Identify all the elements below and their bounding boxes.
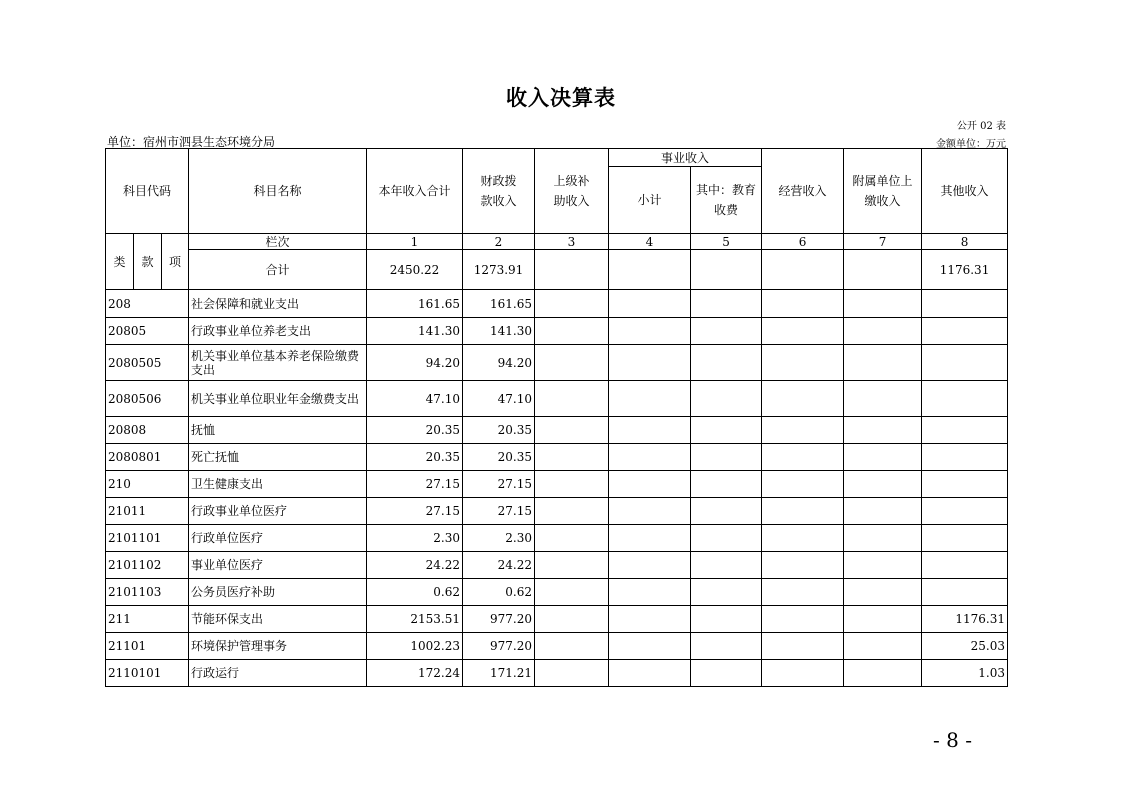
row-name: 抚恤 [189, 417, 367, 444]
row-edu [691, 660, 762, 687]
row-fiscal: 27.15 [463, 498, 535, 525]
row-subtotal [609, 606, 691, 633]
row-fiscal: 2.30 [463, 525, 535, 552]
row-affiliated [844, 606, 922, 633]
row-affiliated [844, 498, 922, 525]
row-subtotal [609, 318, 691, 345]
row-total: 24.22 [367, 552, 463, 579]
row-edu [691, 471, 762, 498]
header-lanci: 栏次 [189, 234, 367, 250]
row-name: 机关事业单位职业年金缴费支出 [189, 381, 367, 417]
row-affiliated [844, 660, 922, 687]
row-name: 社会保障和就业支出 [189, 290, 367, 318]
row-other [922, 525, 1008, 552]
table-body [106, 290, 1008, 687]
row-business [762, 633, 844, 660]
row-subtotal [609, 290, 691, 318]
row-other [922, 579, 1008, 606]
total-amount: 2450.22 [367, 250, 463, 290]
row-name: 卫生健康支出 [189, 471, 367, 498]
table-row [106, 606, 1008, 633]
row-fiscal: 47.10 [463, 381, 535, 417]
row-affiliated [844, 318, 922, 345]
row-business [762, 318, 844, 345]
row-business [762, 444, 844, 471]
table-row [106, 552, 1008, 579]
col-number-6: 6 [762, 234, 844, 250]
row-affiliated [844, 444, 922, 471]
total-label: 合计 [189, 250, 367, 290]
row-fiscal: 27.15 [463, 471, 535, 498]
header-fiscal-text: 财政拨款收入 [480, 174, 517, 208]
total-affiliated [844, 250, 922, 290]
row-other [922, 498, 1008, 525]
row-superior [535, 417, 609, 444]
page-title: 收入决算表 [506, 86, 616, 110]
header-kuan: 款 [134, 234, 162, 290]
row-other [922, 444, 1008, 471]
row-fiscal: 20.35 [463, 417, 535, 444]
header-superior-text: 上级补助收入 [553, 174, 590, 208]
table-row [106, 318, 1008, 345]
row-fiscal: 20.35 [463, 444, 535, 471]
row-business [762, 498, 844, 525]
row-name: 公务员医疗补助 [189, 579, 367, 606]
header-other: 其他收入 [922, 149, 1008, 234]
header-total: 本年收入合计 [367, 149, 463, 234]
total-fiscal: 1273.91 [463, 250, 535, 290]
row-superior [535, 660, 609, 687]
row-affiliated [844, 381, 922, 417]
col-number-5: 5 [691, 234, 762, 250]
row-business [762, 552, 844, 579]
row-edu [691, 417, 762, 444]
row-edu [691, 444, 762, 471]
row-business [762, 525, 844, 552]
row-fiscal: 0.62 [463, 579, 535, 606]
row-business [762, 345, 844, 381]
row-name: 行政事业单位养老支出 [189, 318, 367, 345]
row-fiscal: 24.22 [463, 552, 535, 579]
row-subtotal [609, 660, 691, 687]
row-affiliated [844, 345, 922, 381]
row-subtotal [609, 633, 691, 660]
row-superior [535, 290, 609, 318]
row-total: 172.24 [367, 660, 463, 687]
row-code: 210 [106, 471, 189, 498]
header-xiang: 项 [162, 234, 189, 290]
row-total: 1002.23 [367, 633, 463, 660]
row-other [922, 381, 1008, 417]
row-code: 20808 [106, 417, 189, 444]
row-name: 机关事业单位基本养老保险缴费支出 [189, 345, 367, 381]
row-total: 27.15 [367, 498, 463, 525]
row-code: 2101101 [106, 525, 189, 552]
row-business [762, 381, 844, 417]
header-name: 科目名称 [189, 149, 367, 234]
row-affiliated [844, 579, 922, 606]
row-edu [691, 552, 762, 579]
table-row [106, 471, 1008, 498]
row-total: 27.15 [367, 471, 463, 498]
row-subtotal [609, 552, 691, 579]
header-subtotal: 小计 [609, 167, 691, 234]
row-edu [691, 525, 762, 552]
row-code: 211 [106, 606, 189, 633]
row-edu [691, 345, 762, 381]
row-code: 2080801 [106, 444, 189, 471]
row-superior [535, 345, 609, 381]
row-name: 节能环保支出 [189, 606, 367, 633]
row-name: 死亡抚恤 [189, 444, 367, 471]
row-other [922, 417, 1008, 444]
row-subtotal [609, 417, 691, 444]
row-code: 2080506 [106, 381, 189, 417]
row-fiscal: 94.20 [463, 345, 535, 381]
row-affiliated [844, 290, 922, 318]
row-name: 环境保护管理事务 [189, 633, 367, 660]
row-other [922, 290, 1008, 318]
row-edu [691, 633, 762, 660]
row-superior [535, 381, 609, 417]
row-edu [691, 290, 762, 318]
row-code: 2110101 [106, 660, 189, 687]
row-edu [691, 606, 762, 633]
unit-label: 单位：宿州市泗县生态环境分局 [107, 135, 276, 149]
header-affiliated-text: 附属单位上缴收入 [852, 174, 913, 208]
row-edu [691, 318, 762, 345]
row-edu [691, 579, 762, 606]
row-subtotal [609, 471, 691, 498]
row-business [762, 579, 844, 606]
row-business [762, 606, 844, 633]
row-business [762, 417, 844, 444]
row-other: 1.03 [922, 660, 1008, 687]
row-code: 2101102 [106, 552, 189, 579]
row-code: 2101103 [106, 579, 189, 606]
row-other [922, 471, 1008, 498]
table-row [106, 417, 1008, 444]
table-row [106, 290, 1008, 318]
row-superior [535, 498, 609, 525]
table-row [106, 498, 1008, 525]
row-superior [535, 579, 609, 606]
row-fiscal: 171.21 [463, 660, 535, 687]
table-row [106, 633, 1008, 660]
table-row [106, 525, 1008, 552]
page-number: - 8 - [933, 728, 972, 752]
table-row [106, 345, 1008, 381]
row-subtotal [609, 444, 691, 471]
total-other: 1176.31 [922, 250, 1008, 290]
total-edu [691, 250, 762, 290]
row-code: 208 [106, 290, 189, 318]
row-edu [691, 498, 762, 525]
row-subtotal [609, 579, 691, 606]
row-superior [535, 444, 609, 471]
row-superior [535, 471, 609, 498]
row-subtotal [609, 345, 691, 381]
row-name: 行政单位医疗 [189, 525, 367, 552]
table-row [106, 579, 1008, 606]
row-superior [535, 606, 609, 633]
row-business [762, 471, 844, 498]
header-superior [535, 149, 609, 234]
row-superior [535, 318, 609, 345]
form-number: 公开 02 表 [956, 121, 1006, 132]
row-total: 2.30 [367, 525, 463, 552]
row-business [762, 660, 844, 687]
row-fiscal: 977.20 [463, 606, 535, 633]
header-business: 经营收入 [762, 149, 844, 234]
row-name: 行政事业单位医疗 [189, 498, 367, 525]
col-number-4: 4 [609, 234, 691, 250]
row-other [922, 345, 1008, 381]
row-total: 47.10 [367, 381, 463, 417]
row-code: 21011 [106, 498, 189, 525]
row-total: 20.35 [367, 417, 463, 444]
col-number-3: 3 [535, 234, 609, 250]
row-fiscal: 161.65 [463, 290, 535, 318]
total-superior [535, 250, 609, 290]
header-code: 科目代码 [106, 149, 189, 234]
row-subtotal [609, 525, 691, 552]
col-number-8: 8 [922, 234, 1008, 250]
row-superior [535, 633, 609, 660]
header-career: 事业收入 [609, 149, 762, 167]
row-affiliated [844, 633, 922, 660]
table-row [106, 381, 1008, 417]
row-affiliated [844, 417, 922, 444]
row-total: 0.62 [367, 579, 463, 606]
total-subtotal [609, 250, 691, 290]
row-other: 1176.31 [922, 606, 1008, 633]
header-edu [691, 167, 762, 234]
row-total: 141.30 [367, 318, 463, 345]
row-code: 20805 [106, 318, 189, 345]
row-name: 事业单位医疗 [189, 552, 367, 579]
header-fiscal [463, 149, 535, 234]
row-subtotal [609, 498, 691, 525]
row-total: 2153.51 [367, 606, 463, 633]
col-number-2: 2 [463, 234, 535, 250]
row-superior [535, 552, 609, 579]
row-total: 20.35 [367, 444, 463, 471]
col-number-7: 7 [844, 234, 922, 250]
row-business [762, 290, 844, 318]
col-number-1: 1 [367, 234, 463, 250]
row-subtotal [609, 381, 691, 417]
row-total: 161.65 [367, 290, 463, 318]
row-code: 21101 [106, 633, 189, 660]
row-affiliated [844, 525, 922, 552]
row-other: 25.03 [922, 633, 1008, 660]
row-fiscal: 977.20 [463, 633, 535, 660]
header-edu-text: 其中：教育收费 [695, 183, 756, 217]
header-lei: 类 [106, 234, 134, 290]
row-affiliated [844, 471, 922, 498]
table-row [106, 444, 1008, 471]
row-name: 行政运行 [189, 660, 367, 687]
row-edu [691, 381, 762, 417]
income-table [105, 148, 1008, 687]
row-code: 2080505 [106, 345, 189, 381]
table-row [106, 660, 1008, 687]
row-total: 94.20 [367, 345, 463, 381]
total-business [762, 250, 844, 290]
money-unit-label: 金额单位：万元 [936, 139, 1006, 150]
row-other [922, 318, 1008, 345]
header-affiliated [844, 149, 922, 234]
row-superior [535, 525, 609, 552]
table-header [106, 149, 1008, 290]
row-affiliated [844, 552, 922, 579]
row-other [922, 552, 1008, 579]
row-fiscal: 141.30 [463, 318, 535, 345]
